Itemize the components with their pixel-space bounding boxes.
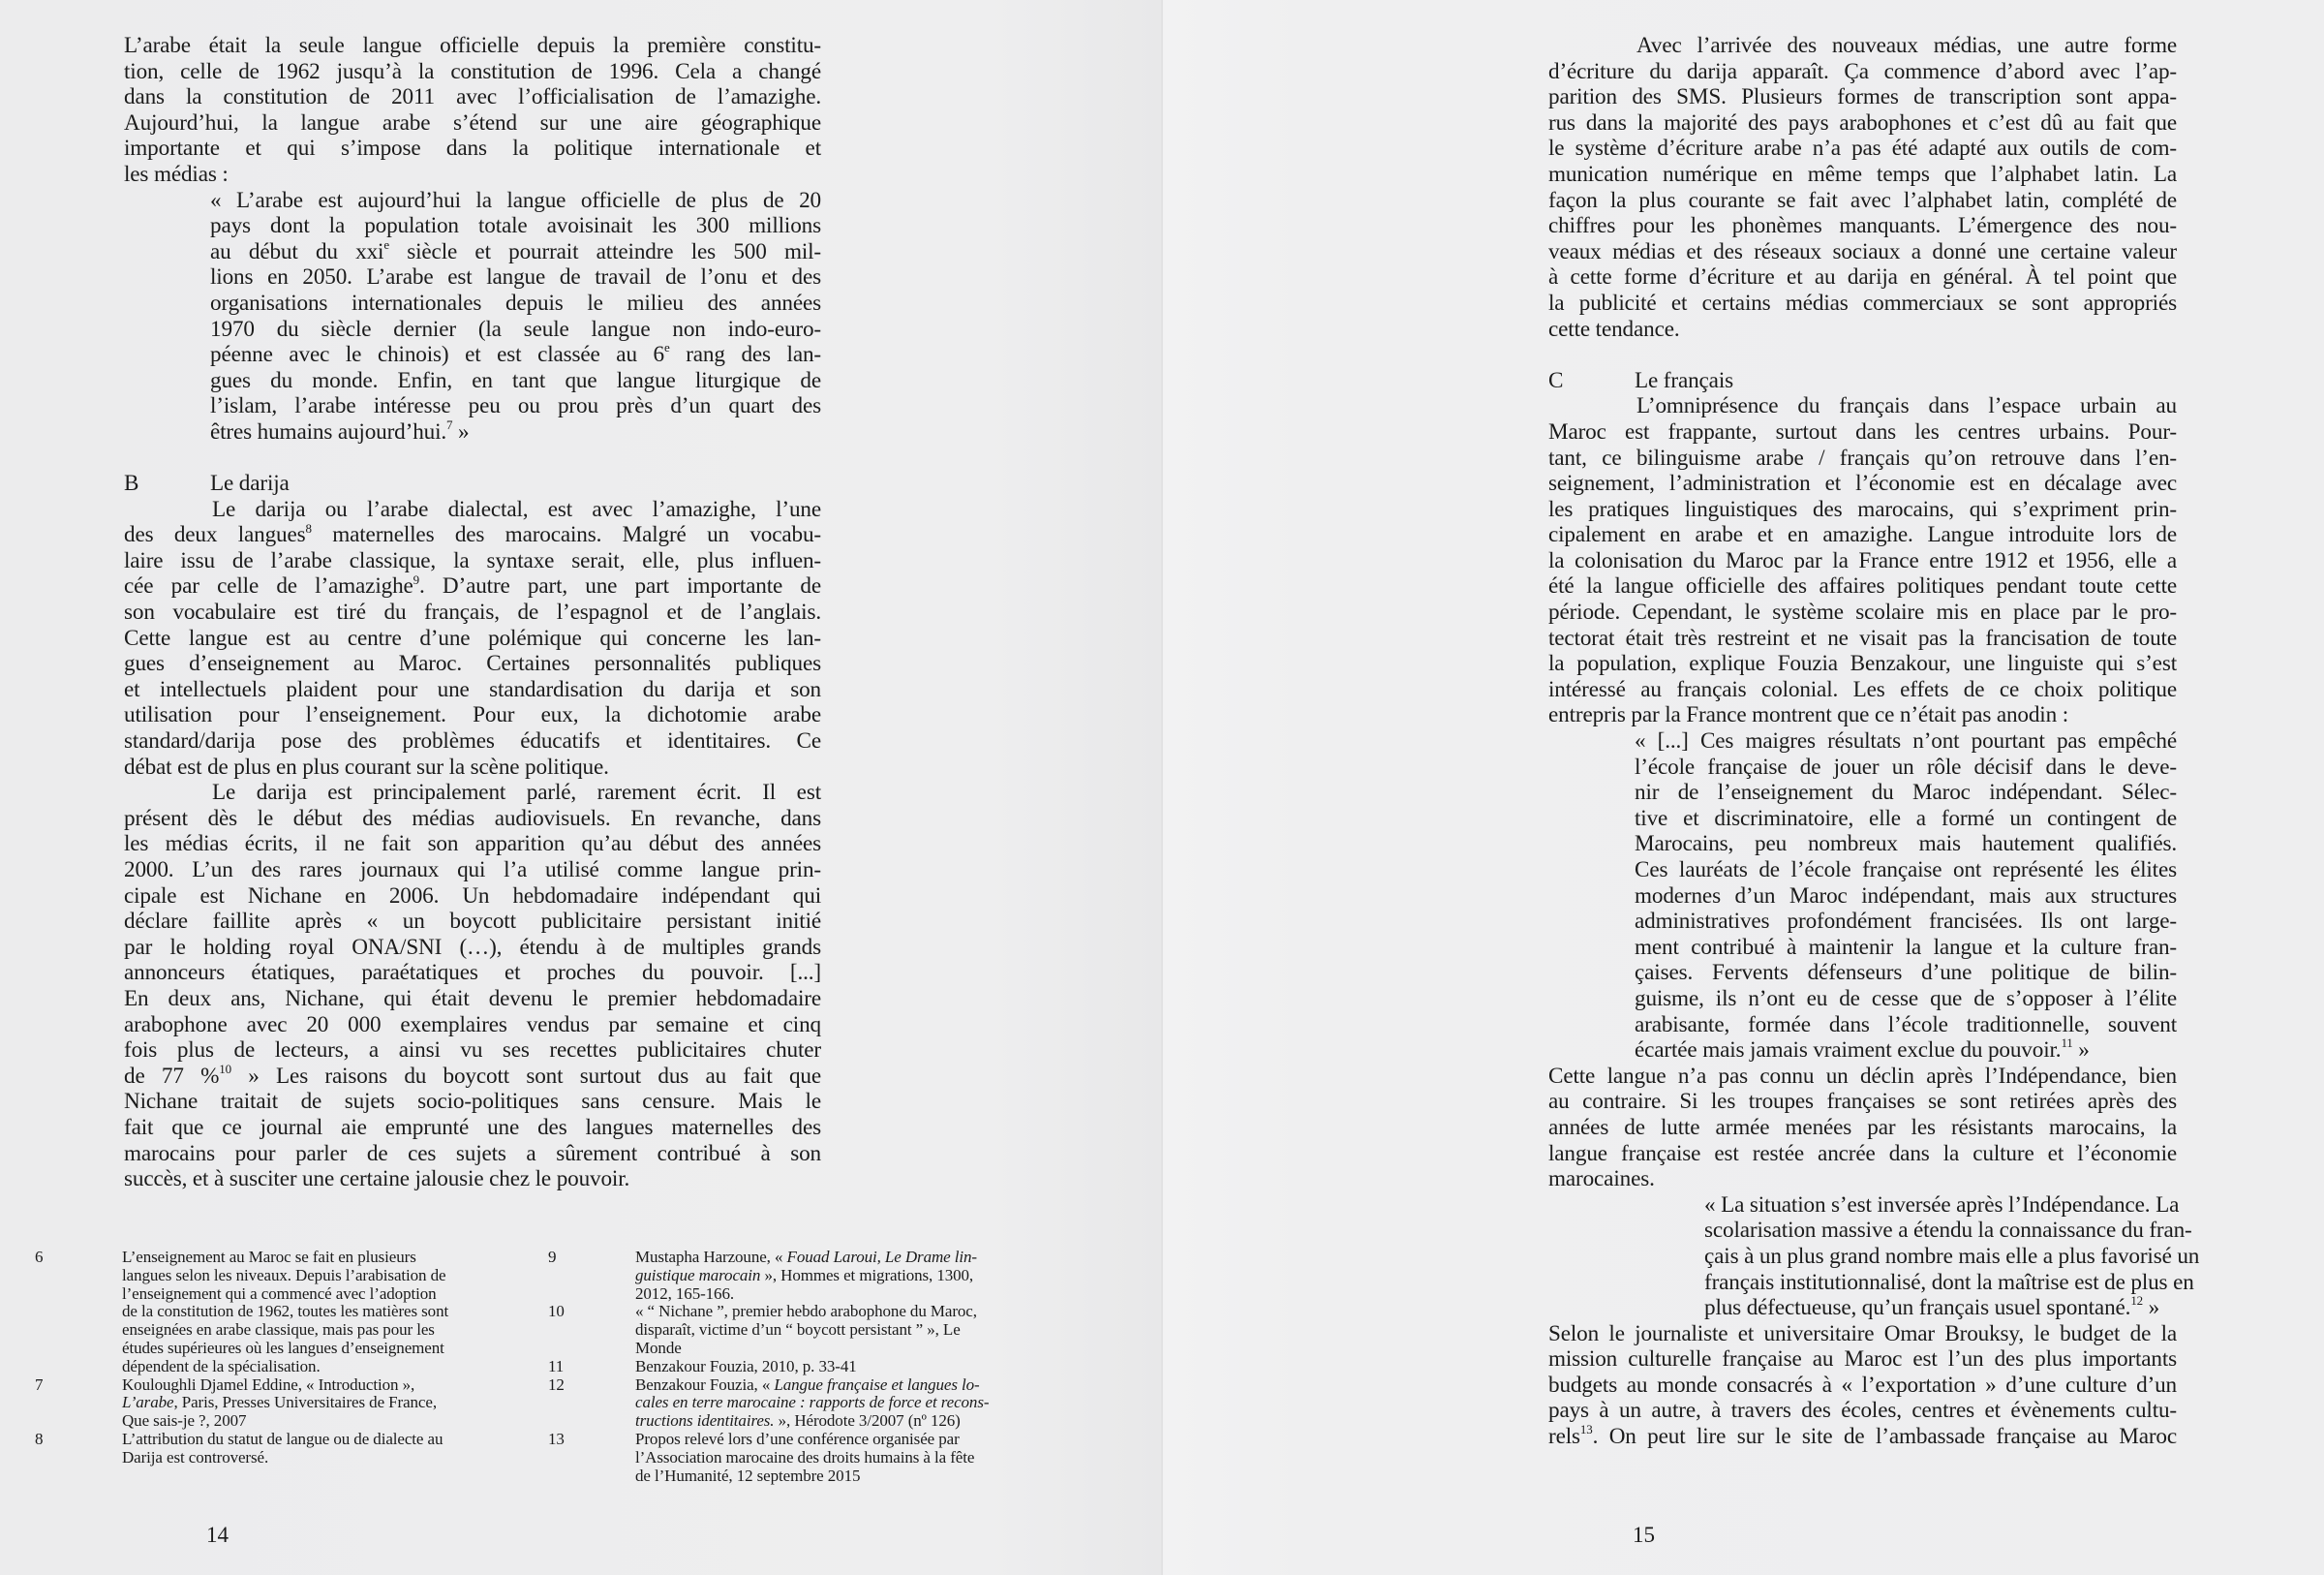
footnote-reference: 10	[219, 1062, 231, 1077]
text-line: au début du xxi$^e$ siècle et pourrait atteindre les 500 mil-	[210, 237, 822, 264]
text-line: Maroc est frappante, surtout dans les centres urbains. Pour-	[1548, 418, 2177, 445]
footnote-line: « “ Nichane ”, premier hebdo arabophone du Maroc,	[635, 1302, 977, 1321]
footnote-line: L’attribution du statut de langue ou de dialecte au	[122, 1429, 443, 1448]
text-line: tant, ce bilinguisme arabe / français qu’on retrouve dans l’en-	[1548, 445, 2177, 471]
section-title: Le français	[1635, 367, 1733, 393]
text-line: les pratiques linguistiques des marocains, qui s’expriment prin-	[1548, 496, 2177, 522]
text-line: la publicité et certains médias commerciaux se sont appropriés	[1548, 290, 2177, 316]
footnotes-column-1	[35, 1249, 538, 1467]
footnote-text	[635, 1249, 977, 1303]
footnote-line: Mustapha Harzoune, « Fouad Laroui, Le Drame lin-	[635, 1248, 977, 1266]
footnote	[548, 1376, 1071, 1431]
paragraph-darija	[124, 497, 821, 781]
footnote-line: enseignées en arabe classique, mais pas pour les	[122, 1320, 435, 1340]
footnote	[548, 1249, 1071, 1303]
footnote-line: L’enseignement au Maroc se fait en plusieurs	[122, 1248, 416, 1266]
text-line: En deux ans, Nichane, qui était devenu le premier hebdomadaire	[124, 985, 821, 1011]
section-heading-b	[124, 471, 821, 497]
text-line: L’omniprésence du français dans l’espace urbain au	[1636, 393, 2177, 419]
text-line: standard/darija pose des problèmes éducatifs et identitaires. Ce	[124, 728, 821, 755]
paragraph-darija-ecrit	[124, 780, 821, 1192]
text-line: son vocabulaire est tiré du français, de l’espagnol et de l’anglais.	[124, 600, 821, 626]
text-line: fait que ce journal aie emprunté une des langues maternelles des	[124, 1114, 821, 1140]
text-line: guisme, ils n’ont eu de cesse que de s’opposer à l’élite	[1635, 985, 2177, 1011]
footnote-text	[635, 1376, 989, 1431]
footnote	[35, 1376, 538, 1431]
footnote-line: langues selon les niveaux. Depuis l’arabisation de	[122, 1265, 446, 1284]
text-line: marocaines.	[1548, 1166, 1655, 1192]
footnotes-column-2	[548, 1249, 1071, 1485]
footnote-number: 8	[35, 1429, 44, 1448]
footnote	[35, 1249, 538, 1376]
text-line: intéressé au français colonial. Les effets de ce choix politique	[1548, 676, 2177, 702]
footnote-line: l’Association marocaine des droits humains à la fête	[635, 1447, 975, 1467]
text-line: tion, celle de 1962 jusqu’à la constitution de 1996. Cela a changé	[124, 58, 821, 84]
block-quote-arabe	[124, 188, 821, 446]
text-line: et intellectuels plaident pour une standardisation du darija et son	[124, 676, 821, 702]
footnote	[548, 1431, 1071, 1485]
footnote-reference: 13	[1579, 1422, 1593, 1437]
text-line: munication numérique en même temps que l’alphabet latin. La	[1548, 161, 2177, 187]
text-line: mission culturelle française au Maroc est l’un des plus importants	[1548, 1346, 2177, 1373]
paragraph-francais	[1548, 393, 2177, 728]
paragraph-nouveaux-medias	[1548, 33, 2177, 342]
text-line: tive et discriminatoire, elle a formé un contingent de	[1635, 805, 2177, 831]
block-quote-ecole-francaise	[1548, 728, 2177, 1064]
text-line: de 77 %$^{10}$ » Les raisons du boycott sont surtout dus au fait que	[124, 1062, 821, 1089]
footnote-line: Benzakour Fouzia, 2010, p. 33-41	[635, 1356, 857, 1375]
text-line: péenne avec le chinois) et est classée au 6e rang des lan-	[210, 340, 821, 368]
text-line: Selon le journaliste et universitaire Omar Brouksy, le budget de la	[1548, 1320, 2177, 1346]
text-line: écartée mais jamais vraiment exclue du pouvoir.$^{11}$ »	[1635, 1035, 2090, 1064]
text-line: veaux médias et des réseaux sociaux a donné une certaine valeur	[1548, 238, 2177, 264]
text-line: au contraire. Si les troupes françaises se sont retirées après des	[1548, 1089, 2177, 1115]
text-line: des deux langues$^8$ maternelles des marocains. Malgré un vocabu-	[124, 520, 821, 548]
text-line: « [...] Ces maigres résultats n’ont pourtant pas empêché	[1635, 728, 2177, 755]
footnote-number: 12	[548, 1374, 565, 1394]
text-line: rus dans la majorité des pays arabophones et c’est dû au fait que	[1548, 109, 2177, 136]
text-line: Aujourd’hui, la langue arabe s’étend sur une aire géographique	[124, 109, 821, 136]
text-line: l’islam, l’arabe intéresse peu ou prou près d’un quart des	[210, 393, 821, 419]
footnote-reference: e	[663, 340, 670, 355]
text-line: êtres humains aujourd’hui.$^7$ »	[210, 417, 470, 445]
text-line: l’école française de jouer un rôle décisif dans le deve-	[1635, 754, 2177, 780]
footnote-text	[122, 1249, 448, 1376]
text-line: cée par celle de l’amazighe$^9$. D’autre part, une part importante de	[124, 571, 821, 600]
left-page-body	[124, 33, 821, 1192]
text-line: annonceurs étatiques, paraétatiques et proches du pouvoir. [...]	[124, 960, 821, 986]
book-gutter	[1161, 0, 1163, 1575]
text-line: à cette forme d’écriture et au darija en général. À tel point que	[1548, 264, 2177, 291]
text-line: marocains pour parler de ces sujets a sûrement contribué à son	[124, 1140, 821, 1166]
footnote-line: Que sais-je ?, 2007	[122, 1411, 247, 1431]
page-number-left: 14	[206, 1523, 229, 1547]
text-line: nir de l’enseignement du Maroc indépendant. Sélec-	[1635, 780, 2177, 806]
text-line: rels$^{13}$. On peut lire sur le site de l’ambassade française au Maroc	[1548, 1422, 2177, 1450]
text-line: les médias :	[124, 161, 229, 187]
text-line: le système d’écriture arabe n’a pas été adapté aux outils de com-	[1548, 136, 2177, 162]
text-line: présent dès le début des médias audiovisuels. En revanche, dans	[124, 805, 821, 831]
text-line: langue française est restée ancrée dans la culture et l’économie	[1548, 1140, 2177, 1166]
text-line: çaises. Fervents défenseurs d’une politique de bilin-	[1635, 960, 2177, 986]
text-line: façon la plus courante se fait avec l’alphabet latin, complété de	[1548, 187, 2177, 213]
text-line: plus défectueuse, qu’un français usuel spontané.$^{12}$ »	[1704, 1293, 2160, 1321]
text-line: succès, et à susciter une certaine jalousie chez le pouvoir.	[124, 1166, 630, 1192]
text-line: fois plus de lecteurs, a ainsi vu ses recettes publicitaires chuter	[124, 1037, 821, 1064]
footnote-line: de la constitution de 1962, toutes les matières sont	[122, 1302, 449, 1321]
footnote-text	[635, 1431, 974, 1485]
footnote-reference: 8	[305, 520, 312, 536]
footnote-line: Benzakour Fouzia, « Langue française et langues lo-	[635, 1374, 980, 1394]
footnote-line: guistique marocain », Hommes et migrations, 1300,	[635, 1265, 974, 1284]
paragraph-arabe-intro	[124, 33, 821, 188]
block-quote-situation	[1548, 1191, 2200, 1321]
text-line: chiffres pour les phonèmes manquants. L’émergence des nou-	[1548, 213, 2177, 239]
text-line: scolarisation massive a étendu la connaissance du fran-	[1704, 1218, 2192, 1244]
footnote-text	[122, 1376, 437, 1431]
text-line: administratives profondément francisées. Ils ont large-	[1635, 909, 2177, 935]
footnote	[35, 1431, 538, 1467]
text-line: importante et qui s’impose dans la politique internationale et	[124, 136, 821, 162]
text-line: Marocains, peu nombreux mais hautement qualifiés.	[1635, 831, 2177, 857]
footnote-line: tructions identitaires. », Hérodote 3/2007 (nº 126)	[635, 1411, 961, 1431]
footnote-line: dépendent de la spécialisation.	[122, 1356, 321, 1375]
text-line: seignement, l’administration et l’économie est en décalage avec	[1548, 471, 2177, 497]
section-letter: C	[1548, 367, 1564, 393]
text-line: pays dont la population totale avoisinait les 300 millions	[210, 213, 821, 239]
footnote-number: 11	[548, 1356, 565, 1375]
text-line: laire issu de l’arabe classique, la syntaxe serait, elle, plus influen-	[124, 547, 821, 573]
text-line: 1970 du siècle dernier (la seule langue non indo-euro-	[210, 316, 821, 342]
footnote-number: 13	[548, 1429, 565, 1448]
footnote-line: Monde	[635, 1338, 682, 1357]
section-letter: B	[124, 471, 139, 497]
footnote-number: 10	[548, 1302, 565, 1321]
text-line: Le darija est principalement parlé, rarement écrit. Il est	[212, 780, 821, 806]
text-line: Avec l’arrivée des nouveaux médias, une autre forme	[1636, 33, 2177, 58]
text-line: ment contribué à maintenir la langue et la culture fran-	[1635, 934, 2177, 960]
footnote-number: 9	[548, 1248, 557, 1266]
text-line: 2000. L’un des rares journaux qui l’a utilisé comme langue prin-	[124, 857, 821, 882]
footnote-reference: 9	[413, 571, 420, 587]
text-line: années de lutte armée menées par les résistants marocains, la	[1548, 1114, 2177, 1140]
text-line: débat est de plus en plus courant sur la scène politique.	[124, 754, 609, 780]
footnote-reference: 7	[446, 417, 453, 433]
text-line: déclare faillite après « un boycott publicitaire persistant initié	[124, 909, 821, 935]
footnote-reference: e	[383, 237, 389, 253]
text-line: çais à un plus grand nombre mais elle a plus favorisé un	[1704, 1243, 2200, 1269]
footnote-line: L’arabe, Paris, Presses Universitaires de France,	[122, 1393, 437, 1412]
text-line: entrepris par la France montrent que ce n’était pas anodin :	[1548, 702, 2068, 728]
text-line: parition des SMS. Plusieurs formes de transcription sont appa-	[1548, 84, 2177, 110]
footnote-line: 2012, 165-166.	[635, 1283, 735, 1303]
text-line: Nichane traitait de sujets socio-politiques sans censure. Mais le	[124, 1089, 821, 1115]
text-line: les médias écrits, il ne fait son apparition qu’au début des années	[124, 831, 821, 857]
footnote	[548, 1303, 1071, 1357]
text-line: par le holding royal ONA/SNI (…), étendu à de multiples grands	[124, 934, 821, 960]
text-line: été la langue officielle des affaires politiques pendant toute cette	[1548, 573, 2177, 600]
text-line: organisations internationales depuis le milieu des années	[210, 290, 821, 316]
text-line: lions en 2050. L’arabe est langue de travail de l’onu et des	[210, 264, 821, 291]
paragraph-declin	[1548, 1064, 2177, 1192]
text-line: gues d’enseignement au Maroc. Certaines personnalités publiques	[124, 651, 821, 677]
text-line: budgets au monde consacrés à « l’exportation » d’une culture d’un	[1548, 1372, 2177, 1398]
footnote-line: Darija est controversé.	[122, 1447, 269, 1467]
text-line: gues du monde. Enfin, en tant que langue liturgique de	[210, 367, 821, 393]
footnote-line: Propos relevé lors d’une conférence organisée par	[635, 1429, 960, 1448]
text-line: utilisation pour l’enseignement. Pour eux, la dichotomie arabe	[124, 702, 821, 728]
text-line: français institutionnalisé, dont la maîtrise est de plus en	[1704, 1269, 2194, 1295]
text-line: cette tendance.	[1548, 316, 1680, 342]
text-line: arabisante, formée dans l’école traditionnelle, souvent	[1635, 1011, 2177, 1037]
text-line: L’arabe était la seule langue officielle depuis la première constitu-	[124, 33, 821, 58]
text-line: « L’arabe est aujourd’hui la langue officielle de plus de 20	[210, 187, 821, 213]
spacer	[1548, 342, 2177, 368]
text-line: période. Cependant, le système scolaire mis en place par le pro-	[1548, 600, 2177, 626]
footnote-line: de l’Humanité, 12 septembre 2015	[635, 1466, 861, 1485]
footnote	[548, 1358, 1071, 1376]
text-line: « La situation s’est inversée après l’Indépendance. La	[1704, 1191, 2180, 1218]
text-line: cipalement en arabe et en amazighe. Langue introduite lors de	[1548, 522, 2177, 548]
text-line: d’écriture du darija apparaît. Ça commence d’abord avec l’ap-	[1548, 58, 2177, 84]
footnote-number: 7	[35, 1374, 44, 1394]
spacer	[124, 446, 821, 472]
footnote-line: études supérieures où les langues d’enseignement	[122, 1338, 444, 1357]
footnote-text	[635, 1358, 857, 1376]
text-line: Cette langue n’a pas connu un déclin après l’Indépendance, bien	[1548, 1063, 2177, 1089]
section-heading-c	[1548, 368, 2177, 394]
footnote-reference: 11	[2061, 1035, 2073, 1051]
text-line: Le darija ou l’arabe dialectal, est avec l’amazighe, l’une	[212, 496, 821, 522]
section-title: Le darija	[210, 471, 290, 497]
text-line: cipale est Nichane en 2006. Un hebdomadaire indépendant qui	[124, 882, 821, 909]
footnote-text	[635, 1303, 977, 1357]
text-line: la population, explique Fouzia Benzakour, une linguiste qui s’est	[1548, 651, 2177, 677]
text-line: la colonisation du Maroc par la France entre 1912 et 1956, elle a	[1548, 547, 2177, 573]
text-line: arabophone avec 20 000 exemplaires vendus par semaine et cinq	[124, 1011, 821, 1037]
text-line: Cette langue est au centre d’une polémique qui concerne les lan-	[124, 625, 821, 651]
footnote-text	[122, 1431, 443, 1467]
text-line: dans la constitution de 2011 avec l’officialisation de l’amazighe.	[124, 84, 821, 110]
footnote-line: Kouloughli Djamel Eddine, « Introduction »,	[122, 1374, 415, 1394]
right-page-body	[1548, 33, 2200, 1450]
page-number-right: 15	[1633, 1523, 1655, 1547]
text-line: tectorat était très restreint et ne visait pas la francisation de toute	[1548, 625, 2177, 651]
paragraph-brouksy	[1548, 1321, 2177, 1450]
footnote-line: l’enseignement qui a commencé avec l’adoption	[122, 1283, 437, 1303]
footnote-line: cales en terre marocaine : rapports de force et recons-	[635, 1393, 990, 1412]
footnote-number: 6	[35, 1248, 44, 1266]
footnote-reference: 12	[2130, 1293, 2144, 1309]
text-line: modernes d’un Maroc indépendant, mais aux structures	[1635, 882, 2177, 909]
text-line: pays à un autre, à travers des écoles, centres et évènements cultu-	[1548, 1398, 2177, 1424]
footnote-line: disparaît, victime d’un “ boycott persistant ” », Le	[635, 1320, 961, 1340]
text-line: Ces lauréats de l’école française ont représenté les élites	[1635, 857, 2177, 882]
